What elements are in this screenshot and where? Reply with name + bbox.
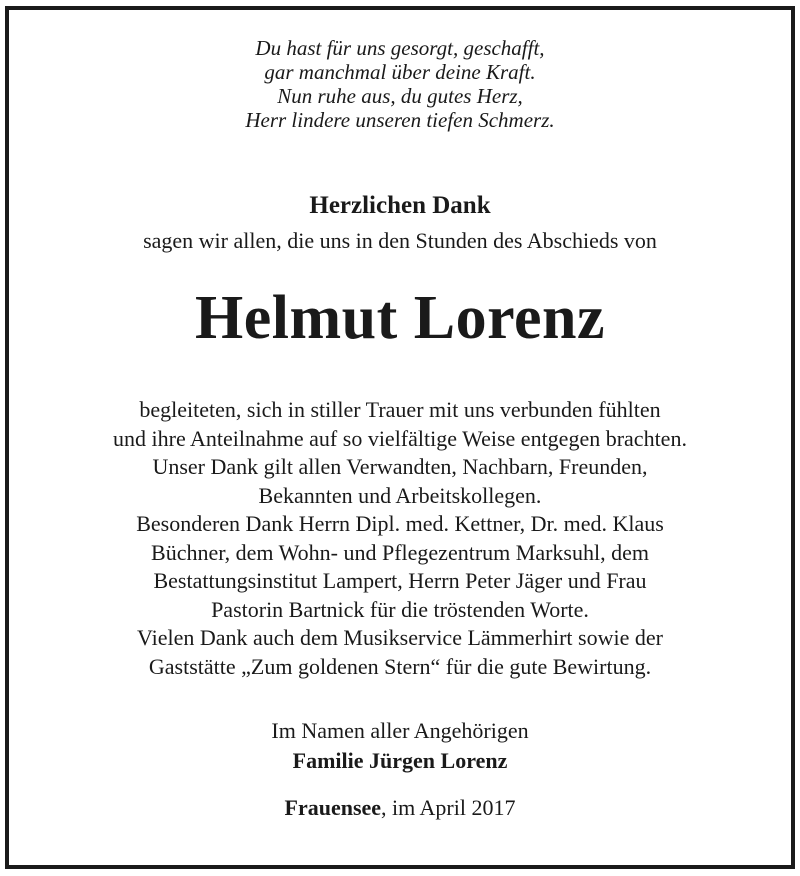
body-line: Besonderen Dank Herrn Dipl. med. Kettner, Dr. med. Klaus [136, 511, 664, 536]
place-name: Frauensee [284, 795, 382, 820]
body-line: Gaststätte „Zum goldenen Stern“ für die gute Bewirtung. [148, 653, 652, 679]
family-name: Familie Jürgen Lorenz [292, 748, 508, 773]
obituary-notice [9, 10, 791, 865]
body-line: Büchner, dem Wohn- und Pflegezentrum Marksuhl, dem [151, 539, 649, 565]
place-date [9, 794, 791, 822]
date-text: , im April 2017 [381, 795, 516, 820]
poem-line: Herr lindere unseren tiefen Schmerz. [245, 108, 555, 132]
body-line: Vielen Dank auch dem Musikservice Lämmerhirt sowie der [137, 625, 663, 650]
poem [9, 36, 791, 132]
body-line: Pastorin Bartnick für die tröstenden Worte. [211, 596, 589, 622]
body-line: und ihre Anteilnahme auf so vielfältige Weise entgegen brachten. [113, 425, 687, 451]
poem-line: Du hast für uns gesorgt, geschafft, [255, 36, 545, 60]
poem-line: Nun ruhe aus, du gutes Herz, [277, 84, 523, 108]
deceased-name: Helmut Lorenz [194, 284, 605, 352]
body-line: Unser Dank gilt allen Verwandten, Nachbarn, Freunden, [152, 454, 648, 479]
body-line: begleiteten, sich in stiller Trauer mit uns verbunden fühlten [139, 397, 661, 422]
body-line: Bekannten und Arbeitskollegen. [258, 482, 542, 508]
on-behalf-line: Im Namen aller Angehörigen [271, 718, 529, 743]
signature-block [9, 716, 791, 776]
thanks-intro: sagen wir allen, die uns in den Stunden des Abschieds von [143, 228, 657, 253]
poem-line: gar manchmal über deine Kraft. [264, 60, 536, 84]
thanks-body [9, 396, 791, 681]
thanks-heading: Herzlichen Dank [309, 192, 491, 219]
body-line: Bestattungsinstitut Lampert, Herrn Peter Jäger und Frau [153, 568, 647, 593]
